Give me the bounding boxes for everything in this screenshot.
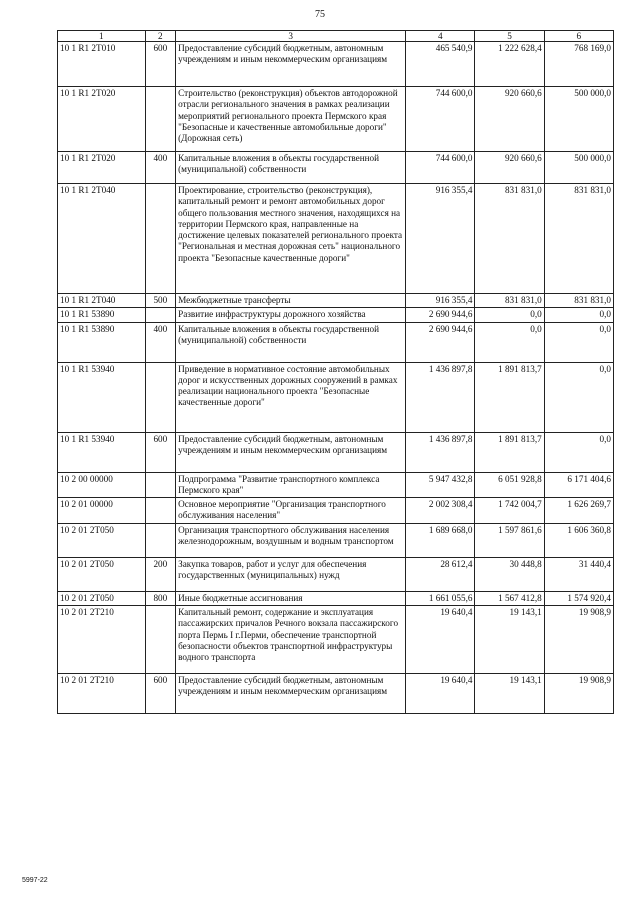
amount-year2-cell: 920 660,6 [475,152,544,184]
table-row [58,523,614,557]
amount-year2-cell: 1 222 628,4 [475,42,544,87]
amount-year3-cell: 500 000,0 [544,152,613,184]
expense-type-cell [145,87,176,152]
amount-year2-cell: 19 143,1 [475,674,544,714]
table-row [58,472,614,498]
column-header: 6 [544,31,613,42]
column-header: 4 [406,31,475,42]
item-name-cell: Проектирование, строительство (реконструкция), капитальный ремонт и ремонт автомобильных дорог общего пользования местного значения, находящихся на территории Пермского края, направленные на достижение целевых показателей регионального проекта "Региональная и местная дорожная сеть" национального проекта "Безопасные качественные дороги" [176,184,406,294]
amount-year3-cell: 831 831,0 [544,294,613,308]
amount-year3-cell: 19 908,9 [544,674,613,714]
amount-year2-cell: 1 891 813,7 [475,362,544,432]
table-row [58,498,614,524]
amount-year2-cell: 0,0 [475,308,544,322]
amount-year2-cell: 30 448,8 [475,557,544,591]
target-code-cell: 10 1 R1 2T040 [58,184,146,294]
table-row [58,606,614,674]
target-code-cell: 10 2 01 2T050 [58,591,146,605]
amount-year1-cell: 19 640,4 [406,674,475,714]
amount-year2-cell: 1 891 813,7 [475,432,544,472]
table-row [58,322,614,362]
item-name-cell: Капитальный ремонт, содержание и эксплуатация пассажирских причалов Речного вокзала пассажирского порта Пермь I г.Перми, обеспечение транспортной безопасности объектов транспортной инфраструктуры водного транспорта [176,606,406,674]
item-name-cell: Основное мероприятие "Организация транспортного обслуживания населения" [176,498,406,524]
target-code-cell: 10 2 01 2T210 [58,606,146,674]
column-header: 5 [475,31,544,42]
amount-year2-cell: 1 567 412,8 [475,591,544,605]
item-name-cell: Межбюджетные трансферты [176,294,406,308]
expense-type-cell [145,362,176,432]
amount-year1-cell: 744 600,0 [406,152,475,184]
expense-type-cell [145,184,176,294]
amount-year1-cell: 2 690 944,6 [406,322,475,362]
amount-year3-cell: 1 626 269,7 [544,498,613,524]
table-row [58,674,614,714]
amount-year1-cell: 1 436 897,8 [406,432,475,472]
amount-year3-cell: 768 169,0 [544,42,613,87]
expense-type-cell: 600 [145,674,176,714]
amount-year2-cell: 1 742 004,7 [475,498,544,524]
amount-year3-cell: 831 831,0 [544,184,613,294]
expense-type-cell: 400 [145,152,176,184]
table-row [58,308,614,322]
table-row [58,294,614,308]
column-header: 1 [58,31,146,42]
amount-year2-cell: 1 597 861,6 [475,523,544,557]
column-header: 2 [145,31,176,42]
item-name-cell: Иные бюджетные ассигнования [176,591,406,605]
item-name-cell: Предоставление субсидий бюджетным, автономным учреждениям и иным некоммерческим организациям [176,42,406,87]
item-name-cell: Закупка товаров, работ и услуг для обеспечения государственных (муниципальных) нужд [176,557,406,591]
table-row [58,557,614,591]
target-code-cell: 10 1 R1 53940 [58,432,146,472]
item-name-cell: Капитальные вложения в объекты государственной (муниципальной) собственности [176,152,406,184]
amount-year2-cell: 19 143,1 [475,606,544,674]
item-name-cell: Подпрограмма "Развитие транспортного комплекса Пермского края" [176,472,406,498]
target-code-cell: 10 1 R1 53890 [58,308,146,322]
expense-type-cell [145,498,176,524]
table-row [58,152,614,184]
amount-year2-cell: 831 831,0 [475,294,544,308]
amount-year3-cell: 6 171 404,6 [544,472,613,498]
amount-year3-cell: 1 606 360,8 [544,523,613,557]
amount-year1-cell: 5 947 432,8 [406,472,475,498]
target-code-cell: 10 2 01 00000 [58,498,146,524]
target-code-cell: 10 1 R1 2T010 [58,42,146,87]
item-name-cell: Предоставление субсидий бюджетным, автономным учреждениям и иным некоммерческим организациям [176,674,406,714]
expense-type-cell [145,606,176,674]
target-code-cell: 10 2 01 2T050 [58,557,146,591]
table-row [58,432,614,472]
amount-year1-cell: 1 436 897,8 [406,362,475,432]
expense-type-cell: 400 [145,322,176,362]
page-number: 75 [315,9,325,20]
amount-year1-cell: 2 002 308,4 [406,498,475,524]
target-code-cell: 10 1 R1 2T020 [58,152,146,184]
expense-type-cell: 500 [145,294,176,308]
target-code-cell: 10 2 01 2T210 [58,674,146,714]
target-code-cell: 10 1 R1 53890 [58,322,146,362]
expense-type-cell: 600 [145,432,176,472]
amount-year3-cell: 0,0 [544,362,613,432]
amount-year1-cell: 916 355,4 [406,294,475,308]
amount-year1-cell: 1 689 668,0 [406,523,475,557]
item-name-cell: Предоставление субсидий бюджетным, автономным учреждениям и иным некоммерческим организациям [176,432,406,472]
amount-year2-cell: 831 831,0 [475,184,544,294]
amount-year1-cell: 465 540,9 [406,42,475,87]
column-header: 3 [176,31,406,42]
amount-year1-cell: 1 661 055,6 [406,591,475,605]
table-row [58,42,614,87]
budget-table [57,30,614,714]
amount-year1-cell: 2 690 944,6 [406,308,475,322]
table-row [58,184,614,294]
target-code-cell: 10 2 01 2T050 [58,523,146,557]
expense-type-cell: 200 [145,557,176,591]
table-row [58,87,614,152]
target-code-cell: 10 1 R1 2T020 [58,87,146,152]
amount-year3-cell: 1 574 920,4 [544,591,613,605]
expense-type-cell [145,472,176,498]
amount-year1-cell: 744 600,0 [406,87,475,152]
table-row [58,591,614,605]
amount-year2-cell: 0,0 [475,322,544,362]
expense-type-cell: 800 [145,591,176,605]
expense-type-cell [145,308,176,322]
amount-year3-cell: 0,0 [544,322,613,362]
amount-year2-cell: 920 660,6 [475,87,544,152]
expense-type-cell: 600 [145,42,176,87]
amount-year3-cell: 31 440,4 [544,557,613,591]
amount-year1-cell: 28 612,4 [406,557,475,591]
item-name-cell: Организация транспортного обслуживания населения железнодорожным, воздушным и водным транспортом [176,523,406,557]
target-code-cell: 10 2 00 00000 [58,472,146,498]
target-code-cell: 10 1 R1 53940 [58,362,146,432]
item-name-cell: Капитальные вложения в объекты государственной (муниципальной) собственности [176,322,406,362]
amount-year3-cell: 0,0 [544,308,613,322]
amount-year3-cell: 0,0 [544,432,613,472]
item-name-cell: Строительство (реконструкция) объектов автодорожной отрасли регионального значения в рамках реализации мероприятий регионального проекта Пермского края "Безопасные и качественные автомобильные дороги" (Дорожная сеть) [176,87,406,152]
amount-year2-cell: 6 051 928,8 [475,472,544,498]
item-name-cell: Приведение в нормативное состояние автомобильных дорог и искусственных дорожных сооружений в рамках реализации национального проекта "Безопасные качественные дороги" [176,362,406,432]
amount-year1-cell: 916 355,4 [406,184,475,294]
item-name-cell: Развитие инфраструктуры дорожного хозяйства [176,308,406,322]
document-code: 5997-22 [22,877,48,884]
amount-year3-cell: 19 908,9 [544,606,613,674]
amount-year3-cell: 500 000,0 [544,87,613,152]
expense-type-cell [145,523,176,557]
column-number-row [58,31,614,42]
target-code-cell: 10 1 R1 2T040 [58,294,146,308]
amount-year1-cell: 19 640,4 [406,606,475,674]
table-row [58,362,614,432]
